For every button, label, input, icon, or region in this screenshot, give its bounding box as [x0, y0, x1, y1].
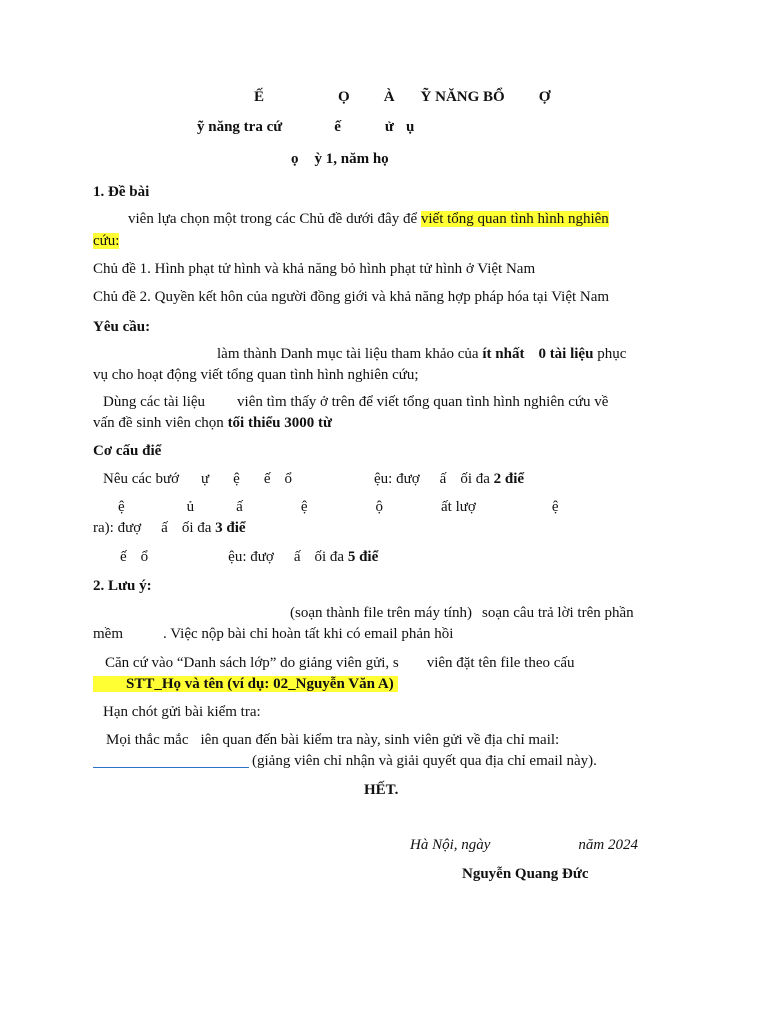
score-frag: ra): đượ: [93, 520, 142, 536]
filename-format-text: STT_Họ và tên (ví dụ: 02_Nguyễn Văn A): [93, 676, 398, 692]
note-text: Căn cứ vào “Danh sách lớp” do giảng viên gửi, s: [105, 655, 399, 671]
req-text: làm thành Danh mục tài liệu tham khảo của: [217, 346, 479, 362]
score-frag: ối đa: [314, 549, 345, 565]
requirement-2: [103, 393, 608, 411]
note-3: Hạn chót gửi bài kiểm tra:: [103, 704, 261, 720]
title-line-1: [254, 88, 550, 106]
score-frag: ế: [263, 471, 271, 487]
req-text: phục: [597, 346, 627, 362]
score-item-3: [120, 548, 378, 566]
topic-2: Chủ đề 2. Quyền kết hôn của người đồng giới và khả năng hợp pháp hóa tại Việt Nam: [93, 289, 610, 305]
prompt-text: viên lựa chọn một trong các Chủ đề dưới đây để: [128, 211, 418, 227]
note-text: iên quan đến bài kiểm tra này, sinh viên gửi về địa chỉ mail:: [200, 732, 560, 748]
score-bold: 2 điể: [493, 471, 525, 487]
title-frag: ọ: [291, 151, 299, 167]
date-text: Hà Nội, ngày: [410, 837, 491, 853]
score-item-1: [103, 470, 524, 488]
date-text: năm 2024: [578, 837, 639, 853]
req-bold: tối thiểu 3000 từ: [227, 415, 332, 431]
note-text: viên đặt tên file theo cấu: [426, 655, 575, 671]
score-heading: Cơ cấu điể: [93, 443, 162, 459]
note-4-cont: (giảng viên chỉ nhận và giải quyết qua địa chỉ email này).: [252, 753, 597, 769]
note-text: (soạn thành file trên máy tính): [290, 605, 473, 621]
note-text: mềm: [93, 626, 123, 642]
section2-heading: 2. Lưu ý:: [93, 578, 152, 594]
signer-name: Nguyễn Quang Đức: [462, 866, 589, 882]
score-frag: ế: [120, 549, 127, 565]
title-frag: À: [383, 89, 395, 105]
note-text: Mọi thắc mắc: [106, 732, 189, 748]
date-line: [410, 836, 638, 854]
score-frag: ất lượ: [441, 499, 476, 515]
filename-format: [93, 675, 398, 693]
score-frag: ệ: [118, 499, 125, 515]
title-frag: Ế: [254, 89, 265, 105]
score-item-2: [118, 498, 559, 516]
note-text: soạn câu trả lời trên phần: [482, 605, 634, 621]
req-text: vấn đề sinh viên chọn: [93, 415, 224, 431]
score-frag: ệ: [551, 499, 559, 515]
title-line-3: [291, 150, 389, 168]
score-frag: Nêu các bướ: [103, 471, 180, 487]
score-bold: 3 điể: [215, 520, 246, 536]
score-frag: ối đa: [181, 520, 212, 536]
score-frag: ổ: [284, 471, 293, 487]
email-blank-line: [93, 767, 249, 768]
title-frag: ỹ năng tra cứ: [197, 119, 283, 135]
score-frag: ộ: [375, 499, 384, 515]
title-frag: Ọ: [338, 89, 350, 105]
req-bold: 0 tài liệu: [538, 346, 594, 362]
title-frag: ế: [334, 119, 341, 135]
score-frag: ệ: [300, 499, 308, 515]
score-frag: ấ: [439, 471, 447, 487]
title-frag: ụ: [405, 119, 415, 135]
req-text: Dùng các tài liệu: [103, 394, 206, 410]
title-frag: ỳ 1, năm họ: [314, 151, 389, 167]
title-frag: ử: [384, 119, 394, 135]
prompt-line-1: [128, 210, 609, 228]
score-frag: ệu: đượ: [374, 471, 420, 487]
req-bold: ít nhất: [482, 346, 525, 362]
score-frag: ổ: [140, 549, 149, 565]
note-4: [106, 731, 559, 749]
requirement-2-cont: [93, 414, 332, 432]
topic-1: Chủ đề 1. Hình phạt tử hình và khả năng bỏ hình phạt tử hình ở Việt Nam: [93, 261, 536, 277]
end-mark: HẾT.: [364, 782, 399, 798]
requirement-1: [217, 345, 626, 363]
score-frag: ự: [201, 471, 210, 487]
title-frag: Ợ: [538, 89, 551, 105]
section1-heading: 1. Đề bài: [93, 184, 150, 200]
score-frag: ủ: [186, 499, 195, 515]
title-frag: Ỹ NĂNG BỔ: [420, 89, 505, 105]
prompt-line-2: [93, 232, 119, 250]
score-frag: ấ: [293, 549, 301, 565]
score-frag: ệ: [233, 471, 240, 487]
requirements-heading: Yêu cầu:: [93, 319, 151, 335]
note-2: [105, 654, 575, 672]
title-line-2: [197, 118, 414, 136]
score-item-2-cont: [93, 519, 246, 537]
requirement-1-cont: vụ cho hoạt động viết tổng quan tình hình nghiên cứu;: [93, 367, 419, 383]
req-text: viên tìm thấy ở trên để viết tổng quan tình hình nghiên cứu về: [237, 394, 609, 410]
score-bold: 5 điể: [347, 549, 379, 565]
note-1-cont: [93, 625, 453, 643]
score-frag: ấ: [161, 520, 168, 536]
highlight-text: cứu:: [93, 233, 120, 249]
score-frag: ối đa: [460, 471, 490, 487]
highlight-text: viết tổng quan tình hình nghiên: [420, 211, 609, 227]
note-1: [290, 604, 634, 622]
note-text: . Việc nộp bài chỉ hoàn tất khi có email phản hồi: [163, 626, 454, 642]
score-frag: ấ: [236, 499, 243, 515]
score-frag: ệu: đượ: [228, 549, 274, 565]
